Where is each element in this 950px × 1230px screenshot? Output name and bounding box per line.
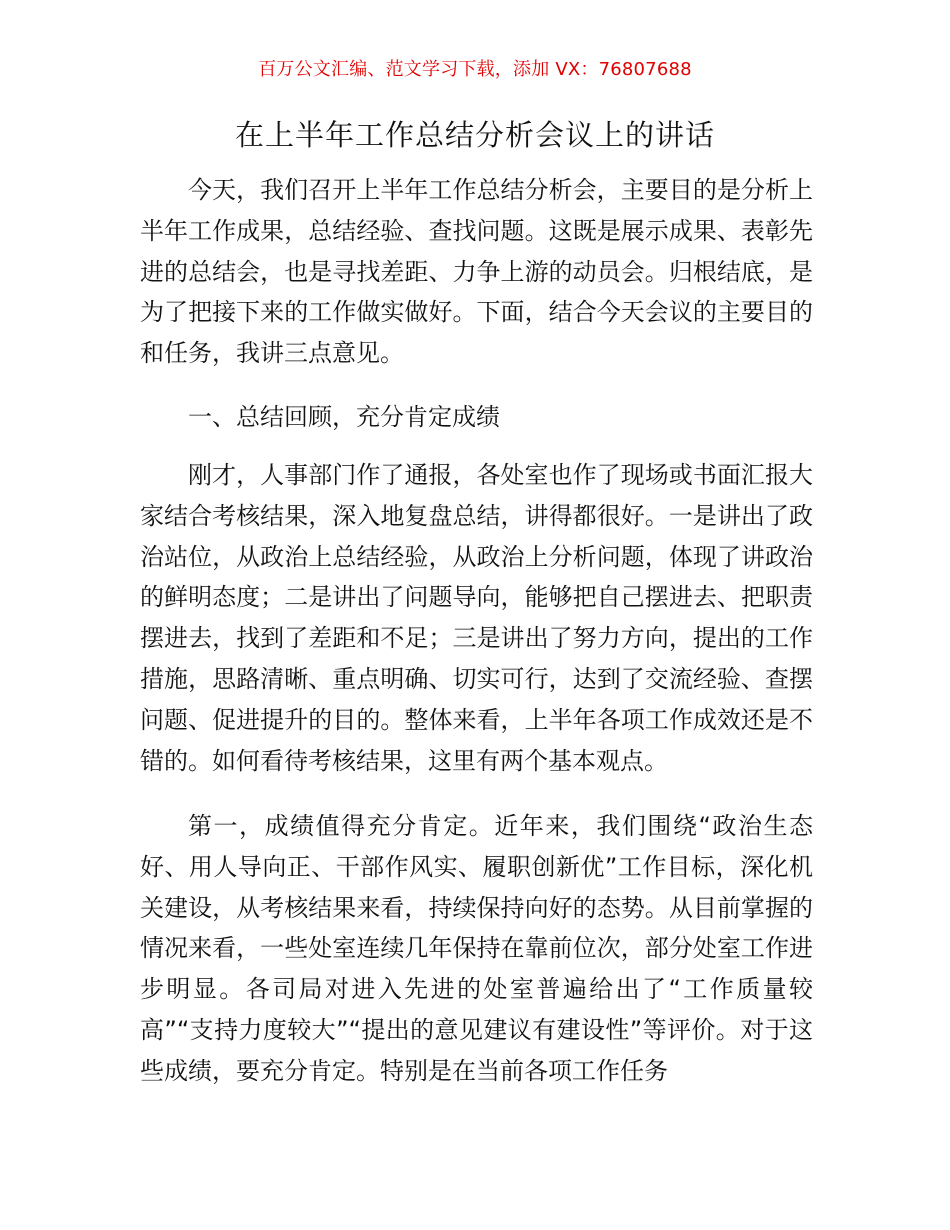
paragraph-review: 刚才，人事部门作了通报，各处室也作了现场或书面汇报大家结合考核结果，深入地复盘总结，讲得都很好。一是讲出了政治站位，从政治上总结经验，从政治上分析问题，体现了讲政治的鲜明态度；二是讲出了问题导向，能够把自己摆进去、把职责摆进去，找到了差距和不足；三是讲出了努力方向，提出的工作措施，思路清晰、重点明确、切实可行，达到了交流经验、查摆问题、促进提升的目的。整体来看，上半年各项工作成效还是不错的。如何看待考核结果，这里有两个基本观点。 xyxy=(140,461,813,775)
document-title: 在上半年工作总结分析会议上的讲话 xyxy=(234,118,715,152)
section-heading-1: 一、总结回顾，充分肯定成绩 xyxy=(188,403,500,431)
header-watermark-note: 百万公文汇编、范文学习下载，添加 VX：76807688 xyxy=(258,59,692,80)
paragraph-intro: 今天，我们召开上半年工作总结分析会，主要目的是分析上半年工作成果，总结经验、查找问题。这既是展示成果、表彰先进的总结会，也是寻找差距、力争上游的动员会。归根结底，是为了把接下来的工作做实做好。下面，结合今天会议的主要目的和任务，我讲三点意见。 xyxy=(140,176,813,368)
paragraph-achievements: 第一，成绩值得充分肯定。近年来，我们围绕“政治生态好、用人导向正、干部作风实、履职创新优”工作目标，深化机关建设，从考核结果来看，持续保持向好的态势。从目前掌握的情况来看，一些处室连续几年保持在靠前位次，部分处室工作进步明显。各司局对进入先进的处室普遍给出了“工作质量较高”“支持力度较大”“提出的意见建议有建设性”等评价。对于这些成绩，要充分肯定。特别是在当前各项工作任务 xyxy=(140,812,813,1085)
